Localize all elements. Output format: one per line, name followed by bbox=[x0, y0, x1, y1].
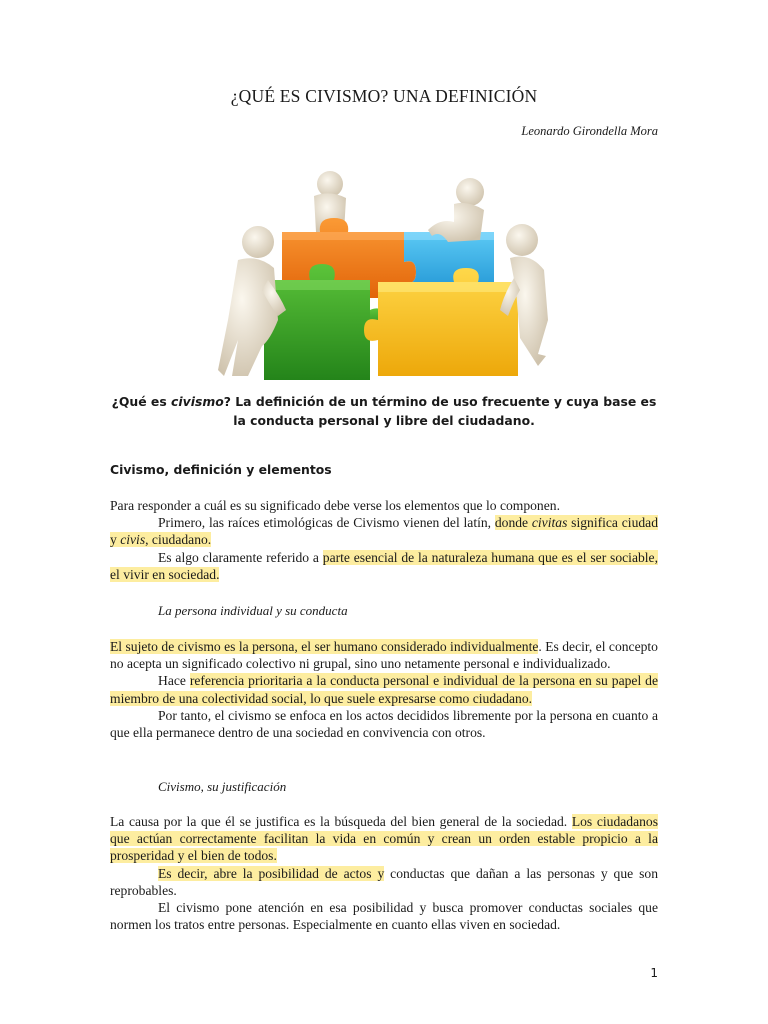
paragraph bbox=[110, 865, 658, 899]
puzzle-teamwork-illustration bbox=[218, 170, 554, 388]
section-definition-body bbox=[110, 497, 658, 583]
figure-head-left bbox=[242, 226, 274, 258]
page-title: ¿QUÉ ES CIVISMO? UNA DEFINICIÓN bbox=[230, 86, 538, 106]
latin-term: civis bbox=[120, 532, 146, 548]
subtitle-part2: ? La definición de un término de uso frecuente y cuya base es la conducta personal y libre del ciudadano. bbox=[223, 394, 657, 428]
highlighted-text: El sujeto de civismo es la persona bbox=[110, 639, 295, 654]
section-heading-justificacion: Civismo, su justificación bbox=[158, 779, 287, 794]
highlight-part: significa ciudad y bbox=[110, 515, 658, 548]
paragraph bbox=[110, 813, 658, 865]
paragraph: Por tanto, el civismo se enfoca en los actos decididos libremente por la persona en cuanto a que ella permanece dentro de una sociedad en convivencia con otros. bbox=[110, 707, 658, 741]
highlighted-text: referencia prioritaria a la conducta personal e individual de la persona en su papel de miembro de una colectividad social, lo que suele expresarse como ciudadano. bbox=[110, 673, 658, 706]
figure-head-right bbox=[506, 224, 538, 256]
section-persona-body bbox=[110, 638, 658, 741]
highlighted-text: , el ser humano considerado individualmente bbox=[294, 639, 539, 654]
section-justificacion-body bbox=[110, 813, 658, 933]
highlight-part: , ciudadano. bbox=[145, 532, 212, 548]
article-subtitle bbox=[108, 392, 660, 430]
paragraph-text: Primero, las raíces etimológicas de Civismo vienen del latín, bbox=[158, 515, 495, 531]
paragraph-text: . Es decir, el concepto no acepta un significado colectivo ni grupal, sino uno netamente personal e individualizado. bbox=[110, 639, 658, 672]
figure-head-back bbox=[317, 171, 343, 197]
paragraph bbox=[110, 514, 658, 548]
page-number: 1 bbox=[650, 966, 658, 980]
highlighted-text: Los ciudadanos que actúan correctamente facilitan la vida en común y crean un orden estable propicio a la prosperidad y el bien de todos. bbox=[110, 814, 658, 864]
paragraph bbox=[110, 672, 658, 706]
paragraph bbox=[110, 638, 658, 672]
paragraph-text: Es algo claramente referido a bbox=[158, 549, 323, 565]
latin-term: civitas bbox=[531, 515, 568, 531]
section-heading-persona: La persona individual y su conducta bbox=[158, 603, 348, 618]
subtitle-italic: civismo bbox=[171, 394, 224, 409]
paragraph-text: conductas que dañan a las personas y que son reprobables. bbox=[110, 865, 658, 898]
author-name: Leonardo Girondella Mora bbox=[521, 124, 658, 138]
highlighted-text: Es decir, abre la posibilidad de actos y bbox=[158, 865, 385, 881]
paragraph-text: La causa por la que él se justifica es la búsqueda del bien general de la sociedad. bbox=[110, 814, 572, 829]
highlight-part: donde bbox=[494, 515, 532, 531]
figure-head-right-top bbox=[456, 178, 484, 206]
subtitle-part1: ¿Qué es bbox=[111, 394, 172, 409]
paragraph-text: Hace bbox=[158, 673, 190, 689]
paragraph bbox=[110, 549, 658, 583]
paragraph: Para responder a cuál es su significado debe verse los elementos que lo componen. bbox=[110, 498, 560, 513]
section-heading-definition: Civismo, definición y elementos bbox=[110, 462, 332, 477]
highlighted-text: parte esencial de la naturaleza humana que es el ser sociable, el vivir en sociedad. bbox=[110, 549, 658, 582]
paragraph: El civismo pone atención en esa posibilidad y busca promover conductas sociales que normen los tratos entre personas. Especialmente en cuanto ellas viven en sociedad. bbox=[110, 900, 658, 933]
